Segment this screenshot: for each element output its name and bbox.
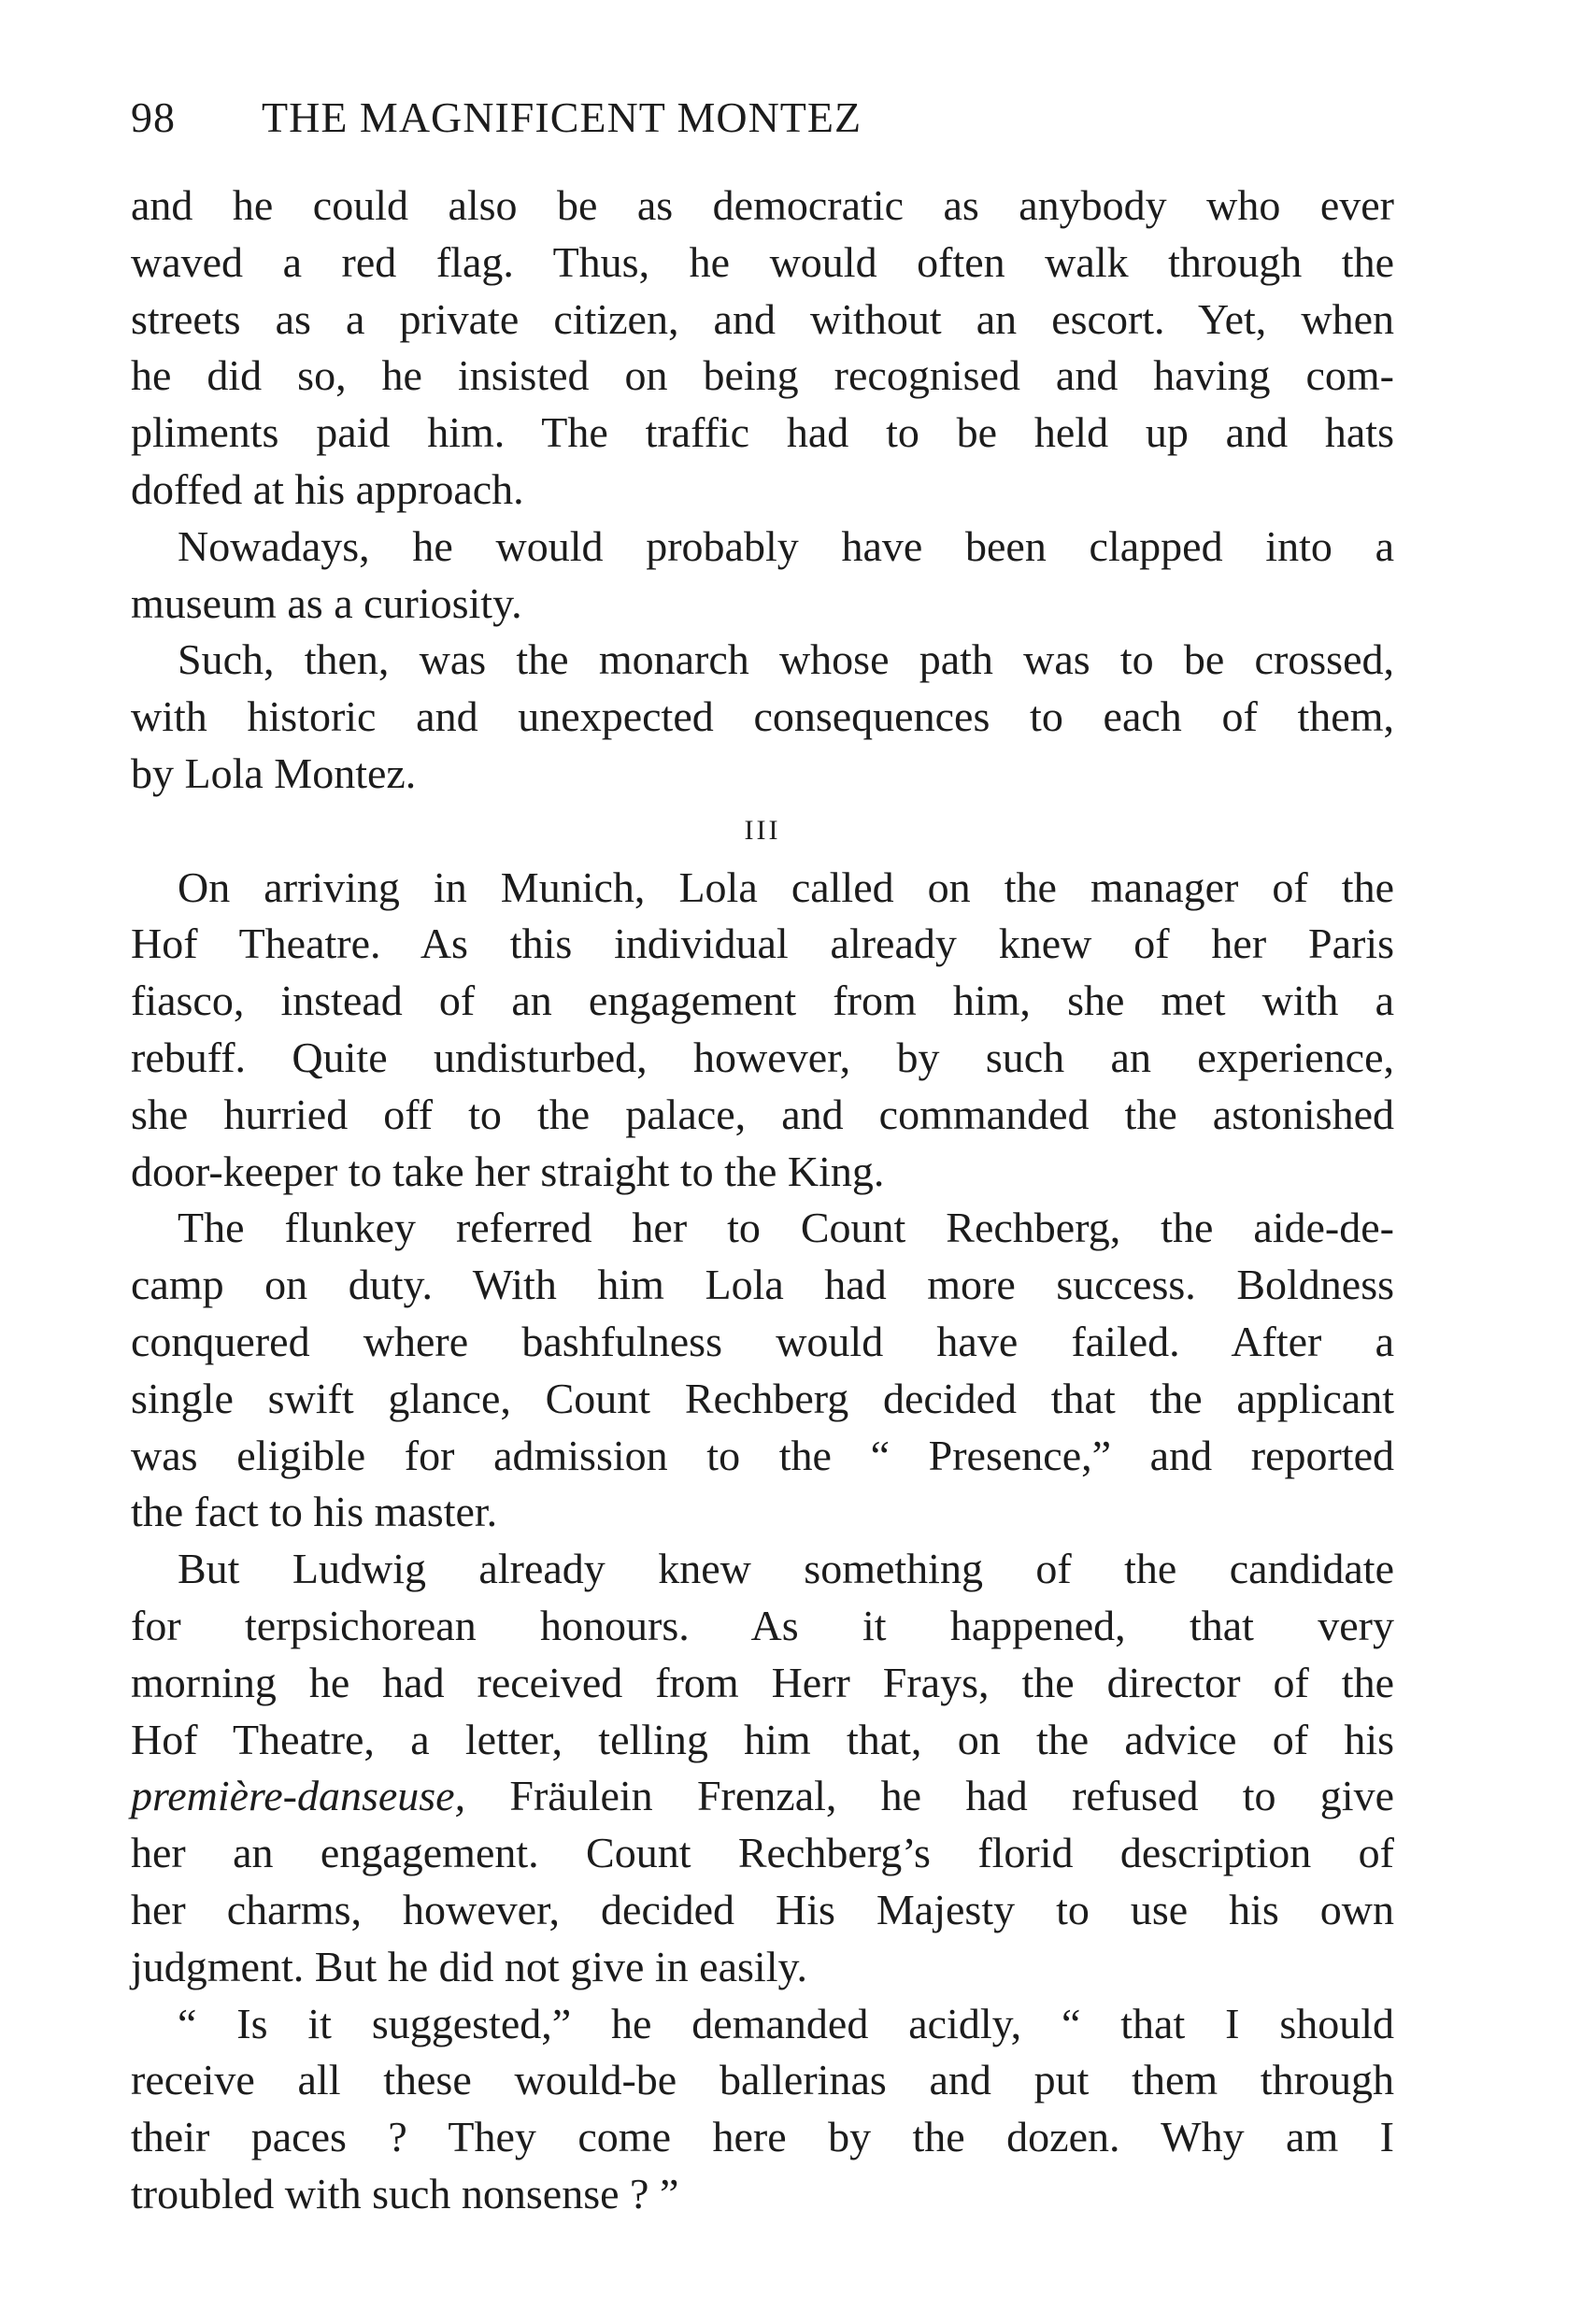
text-line: he did so, he insisted on being recognised and having com-	[131, 351, 1394, 400]
text-line: her an engagement. Count Rechberg’s florid description of	[131, 1829, 1394, 1877]
paragraph-1	[131, 178, 1394, 519]
section-number: III	[744, 814, 781, 846]
text-line: pliments paid him. The traffic had to be held up and hats	[131, 408, 1394, 457]
running-head	[131, 90, 1159, 146]
text-line: conquered where bashfulness would have failed. After a	[131, 1317, 1394, 1365]
page-number: 98	[131, 93, 176, 141]
text-line: single swift glance, Count Rechberg decided that the applicant	[131, 1374, 1394, 1422]
paragraph-4	[131, 860, 1394, 1201]
text-line: judgment. But he did not give in easily.	[131, 1942, 807, 1990]
paragraph-7	[131, 1996, 1394, 2223]
text-line: their paces ? They come here by the dozen. Why am I	[131, 2113, 1394, 2161]
text-line: The flunkey referred her to Count Rechberg, the aide-de-	[178, 1204, 1394, 1252]
text-block	[131, 178, 1394, 2223]
text-line: But Ludwig already knew something of the candidate	[178, 1545, 1394, 1593]
text-line: with historic and unexpected consequences to each of them,	[131, 692, 1394, 741]
text-line: was eligible for admission to the “ Presence,” and reported	[131, 1431, 1394, 1479]
text-line: by Lola Montez.	[131, 749, 417, 797]
text-line: and he could also be as democratic as anybody who ever	[131, 181, 1394, 229]
text-line: she hurried off to the palace, and commanded the astonished	[131, 1090, 1394, 1138]
running-title: THE MAGNIFICENT MONTEZ	[262, 93, 862, 141]
text-line: doffed at his approach.	[131, 464, 524, 513]
text-line: Hof Theatre, a letter, telling him that, on the advice of his	[131, 1715, 1394, 1763]
text-line: troubled with such nonsense ? ”	[131, 2169, 679, 2217]
text-line: for terpsichorean honours. As it happened, that very	[131, 1601, 1394, 1649]
text-line: fiasco, instead of an engagement from him, she met with a	[131, 977, 1394, 1025]
paragraph-2	[131, 519, 1394, 633]
paragraph-3	[131, 632, 1394, 802]
paragraph-6	[131, 1541, 1394, 1995]
text-line: the fact to his master.	[131, 1488, 498, 1536]
text-fragment: Fräulein Frenzal, he had refused to give	[465, 1772, 1394, 1820]
italic-term: première-danseuse,	[131, 1772, 466, 1820]
text-line: rebuff. Quite undisturbed, however, by such an experience,	[131, 1033, 1394, 1081]
text-line: morning he had received from Herr Frays, the director of the	[131, 1658, 1394, 1706]
text-line: door-keeper to take her straight to the King.	[131, 1147, 885, 1195]
text-line: waved a red flag. Thus, he would often walk through the	[131, 237, 1394, 286]
text-line: Nowadays, he would probably have been clapped into a	[178, 521, 1394, 570]
text-line: Such, then, was the monarch whose path was to be crossed,	[178, 635, 1394, 684]
text-line: her charms, however, decided His Majesty to use his own	[131, 1885, 1394, 1933]
text-line: Hof Theatre. As this individual already knew of her Paris	[131, 920, 1394, 968]
text-line: “ Is it suggested,” he demanded acidly, “ that I should	[178, 1999, 1394, 2047]
text-line: On arriving in Munich, Lola called on the manager of the	[178, 863, 1394, 911]
text-line: museum as a curiosity.	[131, 578, 522, 627]
text-line: camp on duty. With him Lola had more success. Boldness	[131, 1261, 1394, 1309]
paragraph-5	[131, 1200, 1394, 1541]
text-line-with-italic	[131, 1768, 1394, 1825]
text-line: receive all these would-be ballerinas and put them through	[131, 2056, 1394, 2104]
text-line: streets as a private citizen, and without an escort. Yet, when	[131, 294, 1394, 343]
